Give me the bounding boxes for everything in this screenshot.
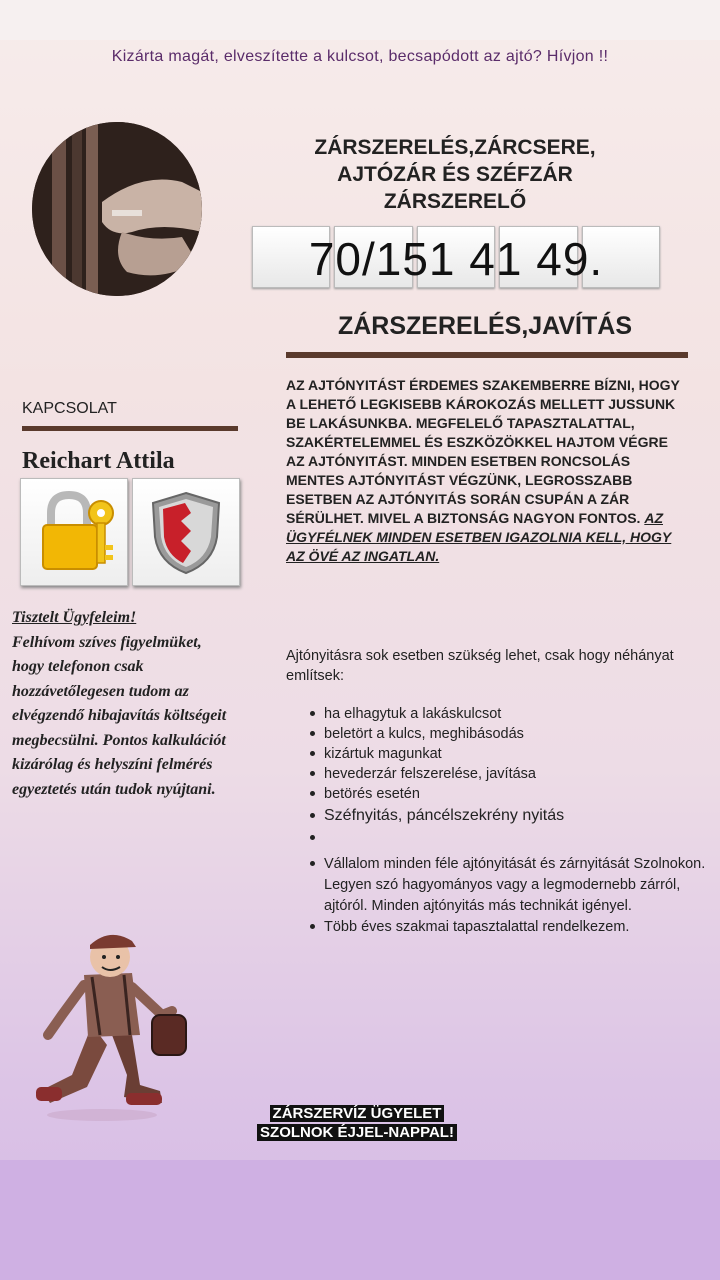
list-item: hevederzár felszerelése, javítása [286, 764, 706, 784]
padlock-key-icon [21, 479, 127, 585]
list-item: Széfnyitás, páncélszekrény nyitás [286, 804, 706, 828]
locksmith-photo [32, 122, 202, 296]
padlock-tile [20, 478, 128, 586]
notice-greeting: Tisztelt Ügyfeleim! [12, 609, 137, 626]
description-text: AZ AJTÓNYITÁST ÉRDEMES SZAKEMBERRE BÍZNI, HOGY A LEHETŐ LEGKISEBB KÁROKOZÁS MELLETT JUSSUNK BE LAKÁSUNKBA. MEGFELELŐ TAPASZTALATTAL, SZAKÉRTELEMMEL ÉS ESZKÖZÖKKEL HAJTOM VÉGRE AZ AJTÓNYITÁST. MINDEN ESETBEN RONCSOLÁS MENTES AJTÓNYITÁST VÉGZÜNK, LEGROSSZABB ESETBEN AZ AJTÓNYITÁS SORÁN CSUPÁN A ZÁR SÉRÜLHET. MIVEL A BIZTONSÁG NAGYON FONTOS. [286, 377, 680, 526]
shield-icon [133, 479, 239, 585]
locksmith-mascot [32, 925, 192, 1125]
customer-notice [12, 606, 237, 802]
list-item: kizártuk magunkat [286, 744, 706, 764]
caption-line-2: SZOLNOK ÉJJEL-NAPPAL! [257, 1124, 457, 1141]
headline: Kizárta magát, elveszítette a kulcsot, becsapódott az ajtó? Hívjon !! [111, 48, 609, 65]
title-line-1: ZÁRSZERELÉS,ZÁRCSERE, [314, 136, 596, 159]
contact-label: KAPCSOLAT [22, 400, 117, 417]
bottom-band [0, 1160, 720, 1280]
bullet-intro: Ajtónyitásra sok esetben szükség lehet, csak hogy néhányat említsek: [286, 648, 674, 684]
title-line-3: ZÁRSZERELŐ [383, 190, 527, 213]
service-list [286, 704, 706, 937]
title-line-2: AJTÓZÁR ÉS SZÉFZÁR [337, 163, 573, 186]
list-item: betörés esetén [286, 784, 706, 804]
service-caption [248, 1104, 466, 1142]
phone-number-display[interactable] [252, 226, 660, 288]
divider-right [286, 352, 688, 358]
top-band [0, 0, 720, 40]
list-item: beletört a kulcs, meghibásodás [286, 724, 706, 744]
notice-text: Felhívom szíves figyelmüket, hogy telefonon csak hozzávetőlegesen tudom az elvégzendő hibajavítás költségeit megbecsülni. Pontos kalkulációt kizárólag és helyszíni felmérés egyeztetés után tudok nyújtani. [12, 633, 227, 798]
list-item [286, 828, 706, 850]
shield-tile [132, 478, 240, 586]
list-item: Több éves szakmai tapasztalattal rendelkezem. [286, 917, 706, 937]
caption-line-1: ZÁRSZERVÍZ ÜGYELET [270, 1105, 445, 1122]
list-item: ha elhagytuk a lakáskulcsot [286, 704, 706, 724]
section-title: ZÁRSZERELÉS,JAVÍTÁS [337, 312, 633, 340]
main-title [290, 134, 620, 215]
description-emphasis: AZ ÜGYFÉLNEK MINDEN ESETBEN IGAZOLNIA KELL, HOGY AZ ÖVÉ AZ INGATLAN. [286, 510, 672, 564]
contact-name: Reichart Attila [22, 448, 175, 474]
phone-number[interactable]: 70/151 41 49. [308, 233, 604, 285]
divider-left [22, 426, 238, 431]
list-item: Vállalom minden féle ajtónyitását és zárnyitását Szolnokon. Legyen szó hagyományos vagy a legmodernebb zárról, ajtóról. Minden ajtónyitás más technikát igényel. [286, 854, 706, 917]
service-description [286, 376, 686, 566]
